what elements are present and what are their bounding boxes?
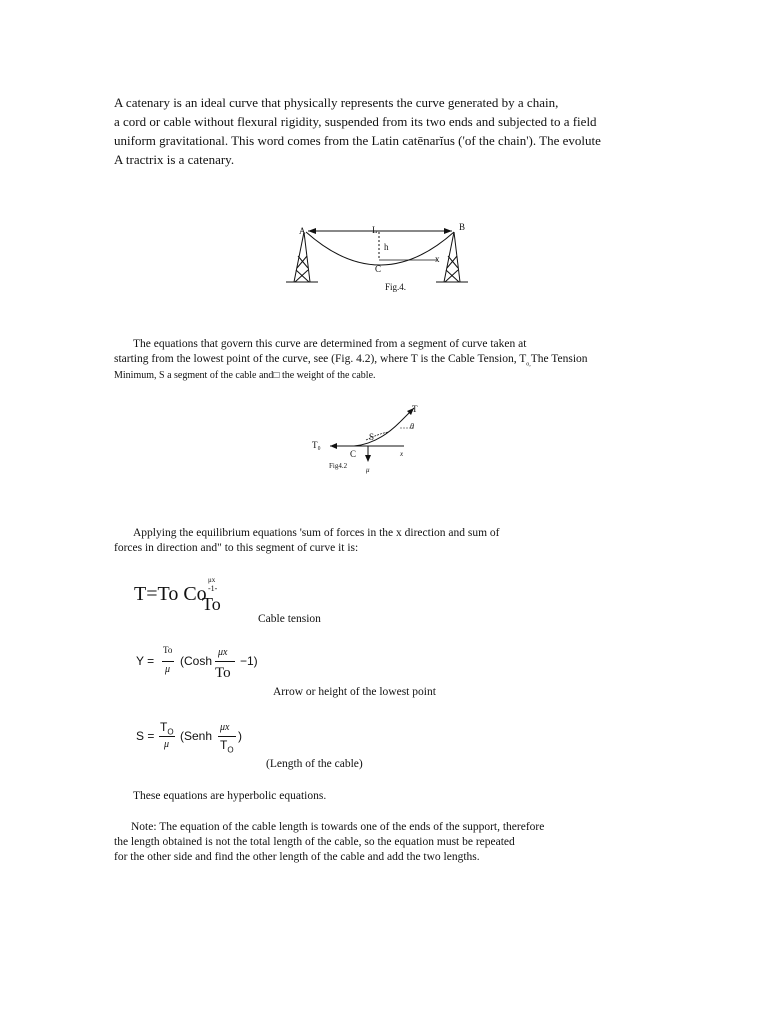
eq1-sup: μx — [208, 576, 216, 584]
eq3-mux: μx — [220, 722, 230, 733]
label-x2: x — [400, 450, 404, 458]
eq2-To: To — [215, 665, 231, 681]
eq2-label: Arrow or height of the lowest point — [273, 686, 436, 698]
eq3-label: (Length of the cable) — [266, 758, 363, 770]
eq3-num-sub: O — [167, 727, 174, 737]
eq-intro-line-2 — [114, 353, 588, 367]
note-line-1: Note: The equation of the cable length is towards one of the ends of the support, therefore — [131, 821, 545, 833]
equation-length — [136, 720, 256, 760]
fig2-caption: Fig4.2 — [329, 462, 348, 470]
eq3-num — [160, 720, 174, 736]
eq2-Y: Y = — [136, 654, 155, 668]
eq-intro-line-2-b: The Tension — [530, 353, 588, 365]
label-A: A — [299, 226, 306, 236]
eq3-frac-bar-2 — [218, 736, 236, 737]
eq3-tail: ) — [238, 729, 242, 743]
intro-line-3: uniform gravitational. This word comes from the Latin catēnarĭus ('of the chain'). The evolute — [114, 133, 601, 148]
eq3-den: μ — [164, 739, 170, 750]
segment-curve — [354, 422, 400, 446]
eq3-frac-bar — [159, 736, 175, 737]
hyperbolic-text: These equations are hyperbolic equations. — [133, 790, 327, 802]
eq1-lhs: T=To Co — [134, 583, 207, 605]
weight-arrow-head — [365, 455, 371, 462]
eq3-num-T: T — [160, 720, 168, 734]
eq-intro-line-2-sub: o, — [526, 361, 531, 368]
label-L: L — [372, 225, 378, 235]
label-h: h — [384, 242, 389, 252]
label-x: x — [435, 254, 440, 264]
equation-cable-tension — [134, 578, 274, 618]
intro-line-1: A catenary is an ideal curve that physically represents the curve generated by a chain, — [114, 95, 559, 110]
eq2-mux: μx — [218, 647, 228, 658]
eq3-T-sub: O — [227, 745, 234, 755]
to-arrow-head — [330, 443, 337, 449]
segment-figure — [308, 400, 418, 478]
eq3-senh: (Senh — [180, 729, 213, 743]
label-C2: C — [350, 449, 357, 459]
note-line-2: the length obtained is not the total length of the cable, so the equation must be repeated — [114, 836, 515, 848]
eq-intro-line-3: Minimum, S a segment of the cable and□ the weight of the cable. — [114, 370, 376, 381]
eq3-S: S = — [136, 729, 155, 743]
eq3-T-main: T — [220, 738, 228, 752]
eq-intro-line-1: The equations that govern this curve are determined from a segment of curve taken at — [133, 338, 527, 350]
eq2-cosh: (Cosh — [180, 654, 213, 668]
eq3-T — [220, 738, 234, 754]
label-S: S — [369, 432, 375, 442]
label-B: B — [459, 222, 466, 232]
note-line-3: for the other side and find the other length of the cable and add the two lengths. — [114, 851, 480, 863]
eq1-label: Cable tension — [258, 613, 321, 625]
catenary-figure — [280, 220, 480, 300]
label-T: T — [412, 404, 418, 414]
intro-line-4: A tractrix is a catenary. — [114, 152, 235, 167]
eq2-frac-bar — [162, 661, 174, 662]
equilibrium-line-2: forces in direction and" to this segment of curve it is: — [114, 542, 359, 554]
eq-intro-line-2-a: starting from the lowest point of the curve, see (Fig. 4.2), where T is the Cable Tension, T — [114, 353, 527, 365]
eq2-frac-bar-2 — [215, 661, 235, 662]
intro-line-2: a cord or cable without flexural rigidity, suspended from its two ends and subjected to a field — [114, 114, 597, 129]
equation-height — [136, 645, 276, 689]
label-To: T₀ — [312, 440, 321, 450]
equilibrium-line-1: Applying the equilibrium equations 'sum of forces in the x direction and sum of — [133, 527, 500, 539]
span-arrow-head-right — [444, 228, 452, 234]
left-tower — [286, 232, 318, 282]
right-tower — [436, 232, 468, 282]
label-C: C — [375, 264, 382, 274]
eq2-tail: −1) — [240, 654, 258, 668]
eq1-sup2: -1- — [208, 584, 218, 593]
fig1-caption: Fig.4. — [385, 282, 407, 292]
span-arrow-head — [308, 228, 316, 234]
label-theta: θ — [410, 422, 414, 431]
label-mu: μ — [366, 466, 370, 474]
eq2-num: To — [163, 645, 173, 655]
eq1-den: To — [202, 594, 221, 614]
eq2-den: μ — [165, 664, 171, 675]
